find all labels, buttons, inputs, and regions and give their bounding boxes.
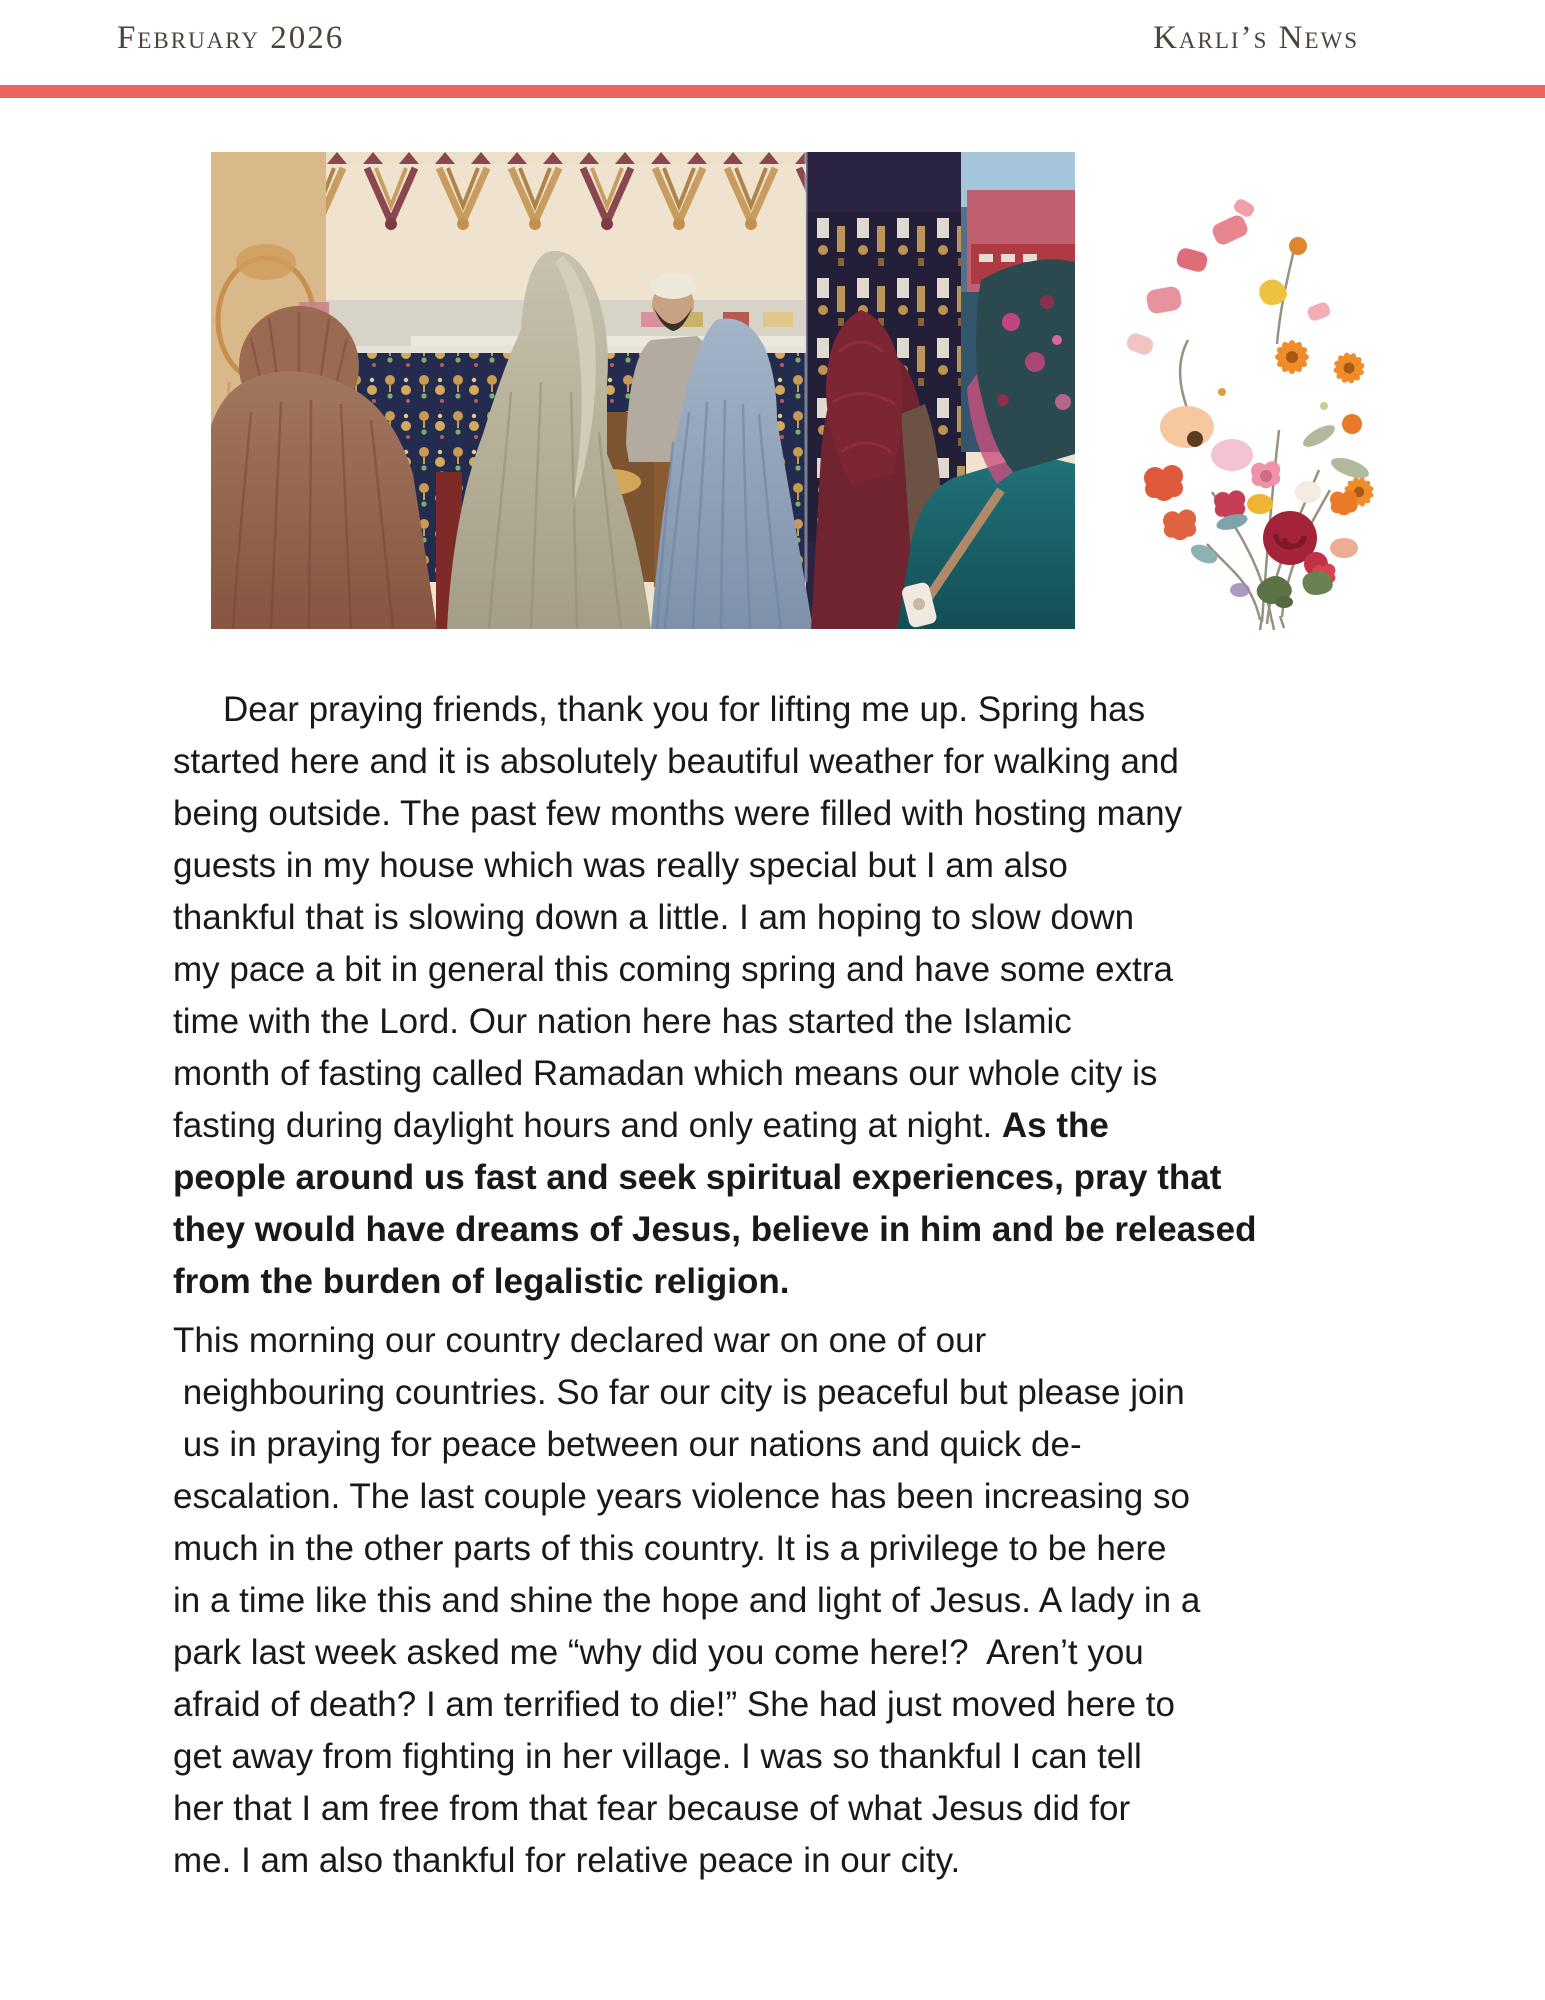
- body-line-segment: being outside. The past few months were filled with hosting many: [173, 794, 1183, 833]
- body-line: [173, 1835, 1523, 1887]
- body-line: [173, 1731, 1523, 1783]
- body-line: [173, 1471, 1523, 1523]
- body-line-segment: my pace a bit in general this coming spring and have some extra: [173, 950, 1173, 989]
- body-line-segment: us in praying for peace between our nations and quick de-: [173, 1425, 1082, 1464]
- body-line-segment: escalation. The last couple years violence has been increasing so: [173, 1477, 1190, 1516]
- body-line: [173, 736, 1523, 788]
- body-line: [173, 684, 1523, 736]
- body-line-segment: from the burden of legalistic religion.: [173, 1262, 790, 1301]
- body-line-segment: me. I am also thankful for relative peace in our city.: [173, 1841, 961, 1880]
- body-line: [173, 1575, 1523, 1627]
- newsletter-title: Karli’s News: [1153, 20, 1359, 56]
- body-line-segment: get away from fighting in her village. I was so thankful I can tell: [173, 1737, 1142, 1776]
- body-line: [173, 1204, 1523, 1256]
- body-line-segment: much in the other parts of this country. It is a privilege to be here: [173, 1529, 1167, 1568]
- body-line: [173, 1256, 1523, 1308]
- body-line: [173, 788, 1523, 840]
- body-line-segment: afraid of death? I am terrified to die!” She had just moved here to: [173, 1685, 1175, 1724]
- issue-date: February 2026: [117, 20, 345, 56]
- body-line: [173, 840, 1523, 892]
- body-line-segment: her that I am free from that fear because of what Jesus did for: [173, 1789, 1131, 1828]
- body-line: [173, 944, 1523, 996]
- body-line-segment: month of fasting called Ramadan which means our whole city is: [173, 1054, 1158, 1093]
- watercolor-flower-bouquet: [1112, 192, 1404, 632]
- body-line-segment: As the: [1001, 1106, 1109, 1145]
- body-line-segment: fasting during daylight hours and only eating at night.: [173, 1106, 1002, 1145]
- bazaar-jewelry-shop-photo: [211, 152, 1075, 629]
- body-line: [173, 892, 1523, 944]
- body-line-segment: thankful that is slowing down a little. I am hoping to slow down: [173, 898, 1135, 937]
- body-line: [173, 996, 1523, 1048]
- body-line-segment: started here and it is absolutely beautiful weather for walking and: [173, 742, 1179, 781]
- body-line: [173, 1679, 1523, 1731]
- body-line-segment: neighbouring countries. So far our city is peaceful but please join: [173, 1373, 1185, 1412]
- body-line: [173, 1367, 1523, 1419]
- body-line-segment: This morning our country declared war on one of our: [173, 1321, 987, 1360]
- body-line-segment: time with the Lord. Our nation here has started the Islamic: [173, 1002, 1072, 1041]
- body-line: [173, 1100, 1523, 1152]
- body-line-segment: park last week asked me “why did you come here!? Aren’t you: [173, 1633, 1144, 1672]
- body-line: [173, 1152, 1523, 1204]
- body-text: [173, 684, 1523, 1887]
- body-line: [173, 1783, 1523, 1835]
- body-line-segment: they would have dreams of Jesus, believe in him and be released: [173, 1210, 1257, 1249]
- body-line: [173, 1315, 1523, 1367]
- body-line: [173, 1627, 1523, 1679]
- body-line: [173, 1048, 1523, 1100]
- body-line-segment: people around us fast and seek spiritual experiences, pray that: [173, 1158, 1222, 1197]
- body-line-segment: in a time like this and shine the hope and light of Jesus. A lady in a: [173, 1581, 1201, 1620]
- body-line: [173, 1419, 1523, 1471]
- body-line: [173, 1523, 1523, 1575]
- red-divider-rule: [0, 85, 1545, 98]
- body-line-segment: guests in my house which was really special but I am also: [173, 846, 1068, 885]
- body-line-segment: Dear praying friends, thank you for lifting me up. Spring has: [223, 690, 1146, 729]
